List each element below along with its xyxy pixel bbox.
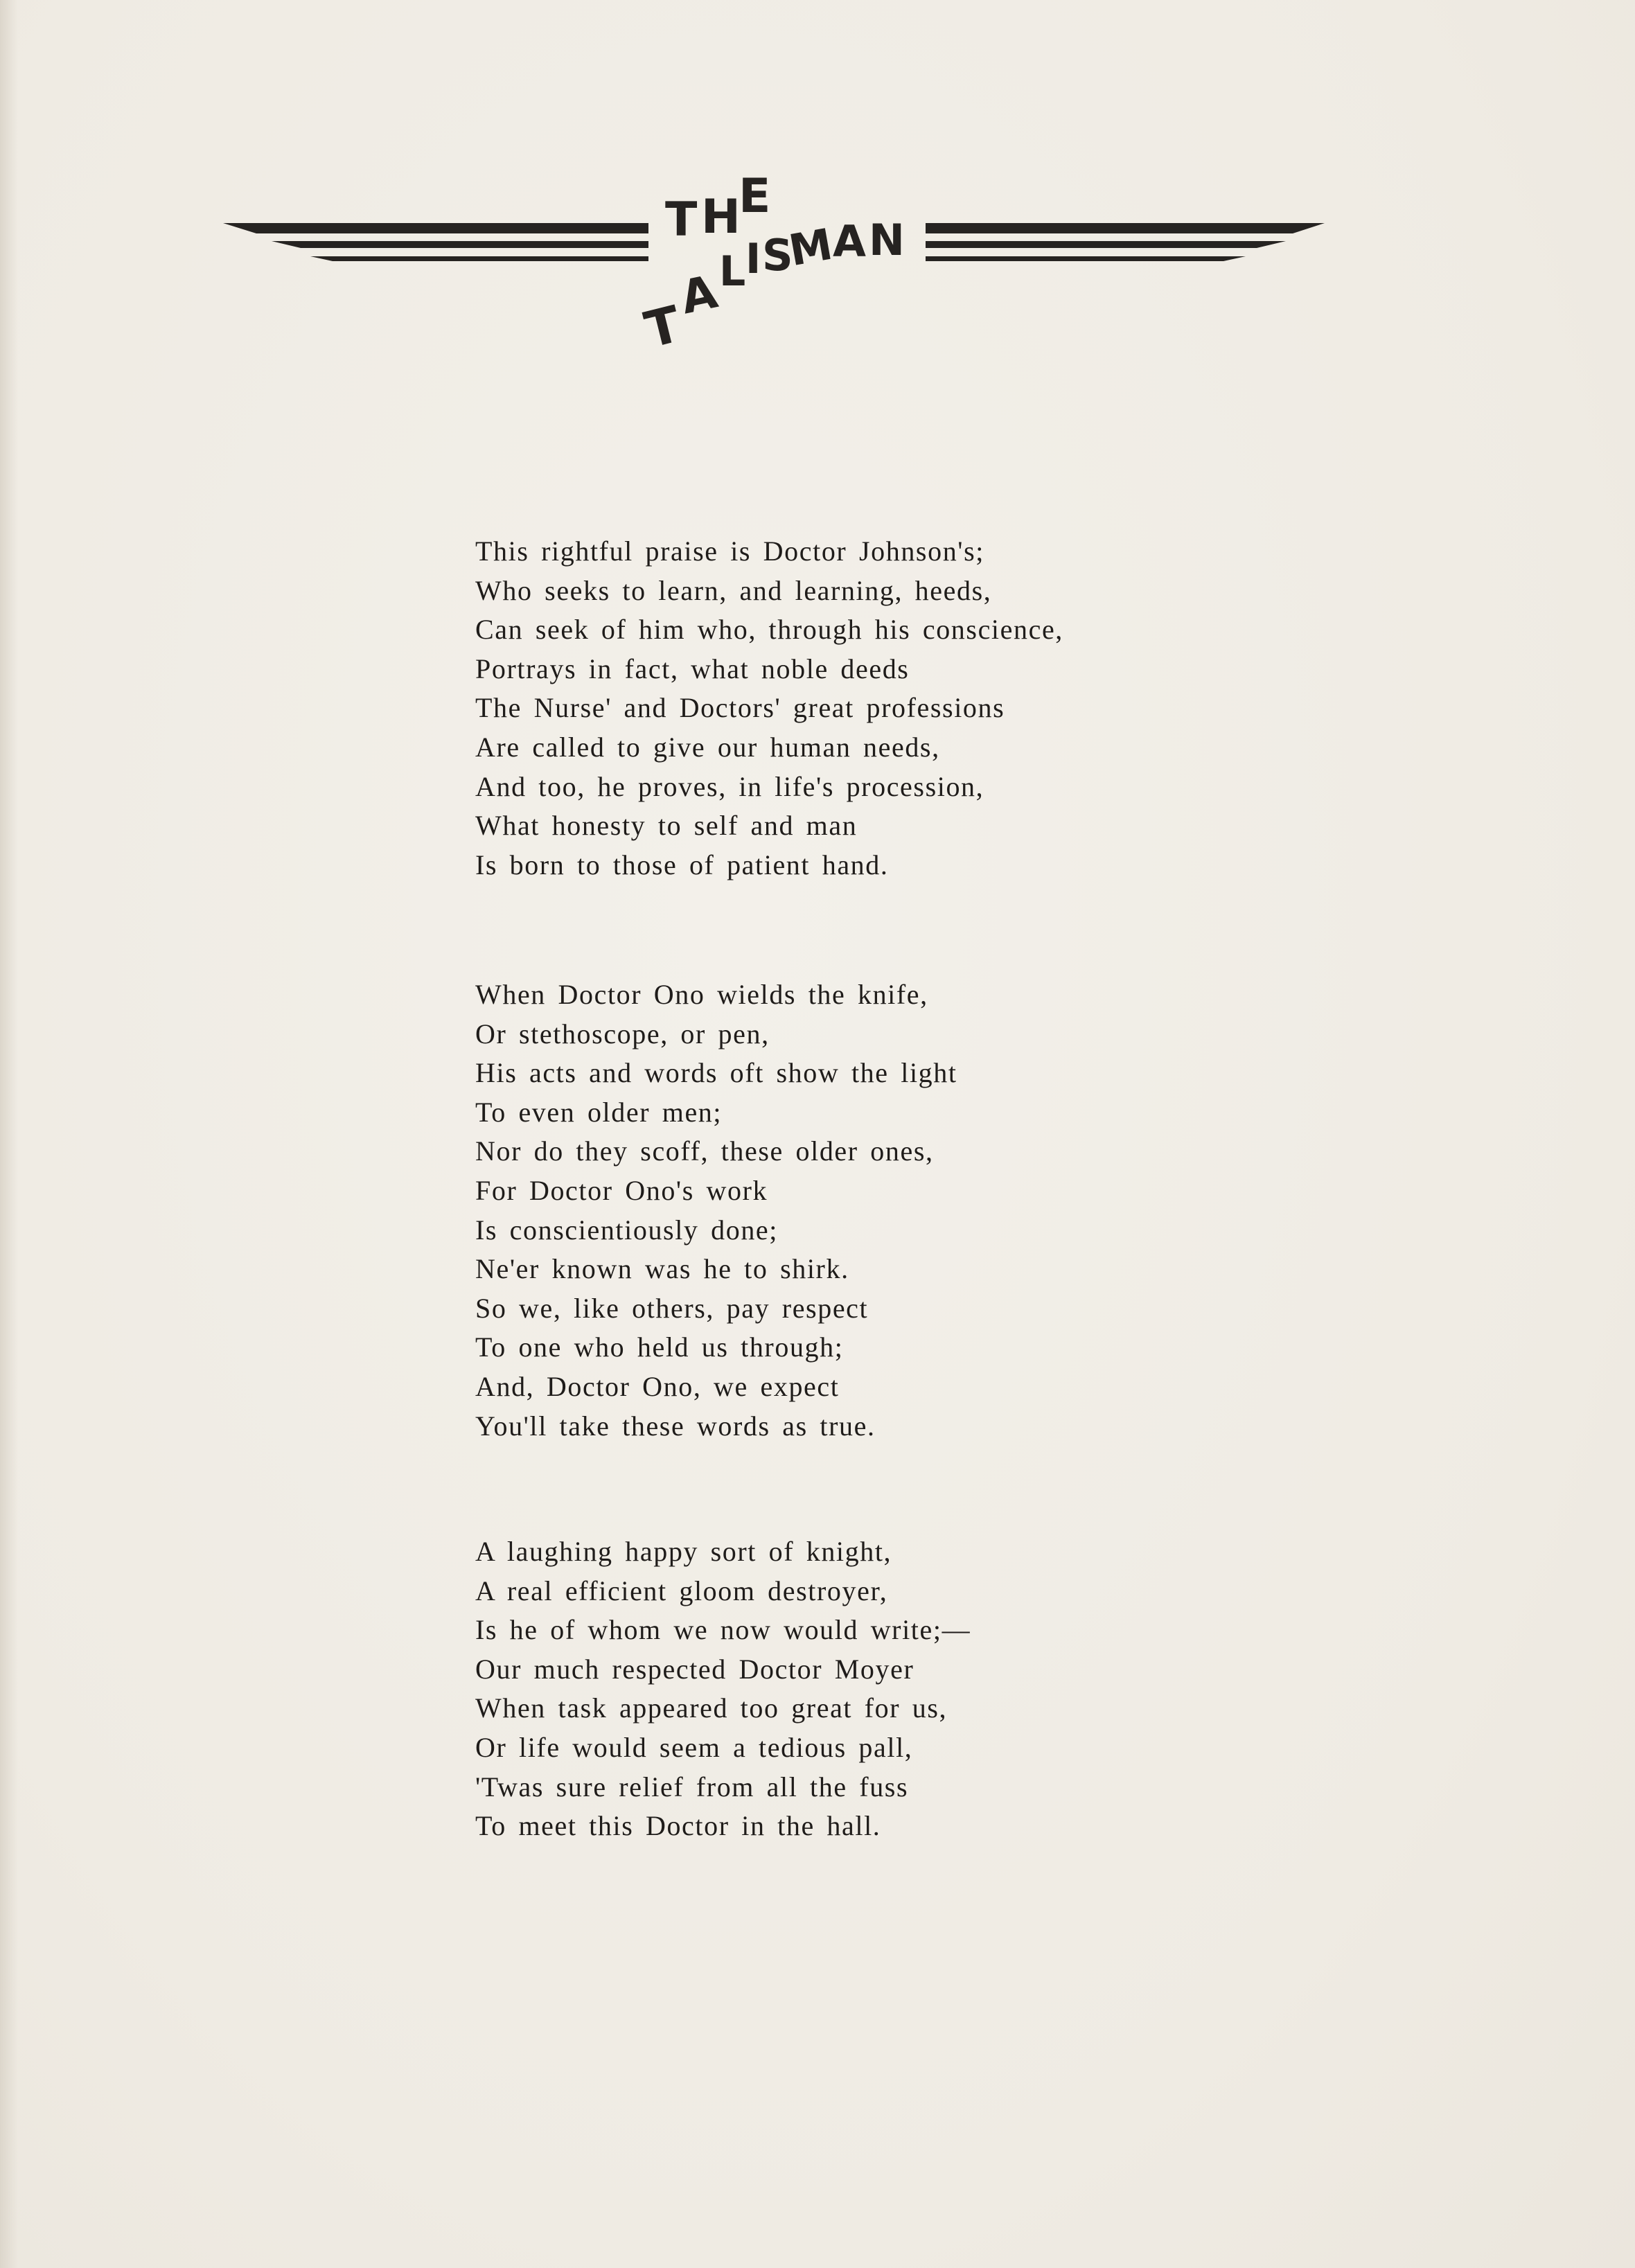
masthead-talisman-a2: A [833,216,866,267]
left-wing [223,223,648,261]
masthead-talisman-a: A [675,265,722,325]
poem-line: To meet this Doctor in the hall. [475,1810,881,1842]
masthead-talisman-m: M [785,218,836,276]
poem-line: What honesty to self and man [475,810,858,842]
masthead-the-h: H [701,190,741,245]
masthead-talisman-l: L [719,247,746,296]
poem-stanza-moyer [475,1532,1307,1846]
poem-line: So we, like others, pay respect [475,1292,869,1324]
poem-line: And too, he proves, in life's procession, [475,770,984,802]
poem-line: Are called to give our human needs, [475,731,940,763]
masthead-logo [208,166,1344,374]
poem-line: His acts and words oft show the light [475,1057,957,1089]
poem-line: Ne'er known was he to shirk. [475,1253,849,1285]
poem-line: A real efficient gloom destroyer, [475,1575,888,1606]
page-edge-shadow [0,0,18,2268]
poem-line: Our much respected Doctor Moyer [475,1653,914,1685]
right-wing-bar-1 [926,223,1325,233]
poem-line: Who seeks to learn, and learning, heeds, [475,574,992,606]
poem-stanza-johnson [475,532,1307,885]
right-wing-bar-3 [926,256,1246,261]
masthead-talisman-n: N [869,215,905,265]
poem-line: Or life would seem a tedious pall, [475,1731,913,1763]
poem-line: The Nurse' and Doctors' great professions [475,692,1005,724]
left-wing-bar-3 [310,256,648,261]
poem-line: You'll take these words as true. [475,1410,876,1442]
masthead-talisman-i: I [745,235,761,283]
poem-line: Is conscientiously done; [475,1214,779,1246]
poem-line: 'Twas sure relief from all the fuss [475,1771,909,1802]
masthead-talisman-s: S [762,230,793,281]
masthead-the-t: T [665,193,698,247]
masthead-graphic [208,166,1344,374]
poem-line: Or stethoscope, or pen, [475,1018,770,1049]
poem-line: When task appeared too great for us, [475,1692,948,1724]
poem-line: Is he of whom we now would write;— [475,1614,971,1646]
poem-line: For Doctor Ono's work [475,1174,768,1206]
right-wing [926,223,1325,261]
poem-line: To even older men; [475,1096,723,1128]
poem-stanza-ono [475,975,1307,1446]
right-wing-bar-2 [926,241,1286,248]
poem-line: This rightful praise is Doctor Johnson's; [475,535,984,567]
masthead-the-e: E [739,169,771,224]
poem-line: Nor do they scoff, these older ones, [475,1135,934,1167]
left-wing-bar-2 [272,241,648,248]
poem-line: To one who held us through; [475,1331,844,1363]
poem-line: Is born to those of patient hand. [475,849,889,880]
masthead-talisman-t: T [639,294,687,360]
poem-line: And, Doctor Ono, we expect [475,1370,840,1402]
poem-line: When Doctor Ono wields the knife, [475,979,928,1010]
poem-line: A laughing happy sort of knight, [475,1536,892,1567]
left-wing-bar-1 [223,223,648,233]
poem-line: Portrays in fact, what noble deeds [475,653,910,684]
poem-line: Can seek of him who, through his conscience, [475,614,1063,646]
